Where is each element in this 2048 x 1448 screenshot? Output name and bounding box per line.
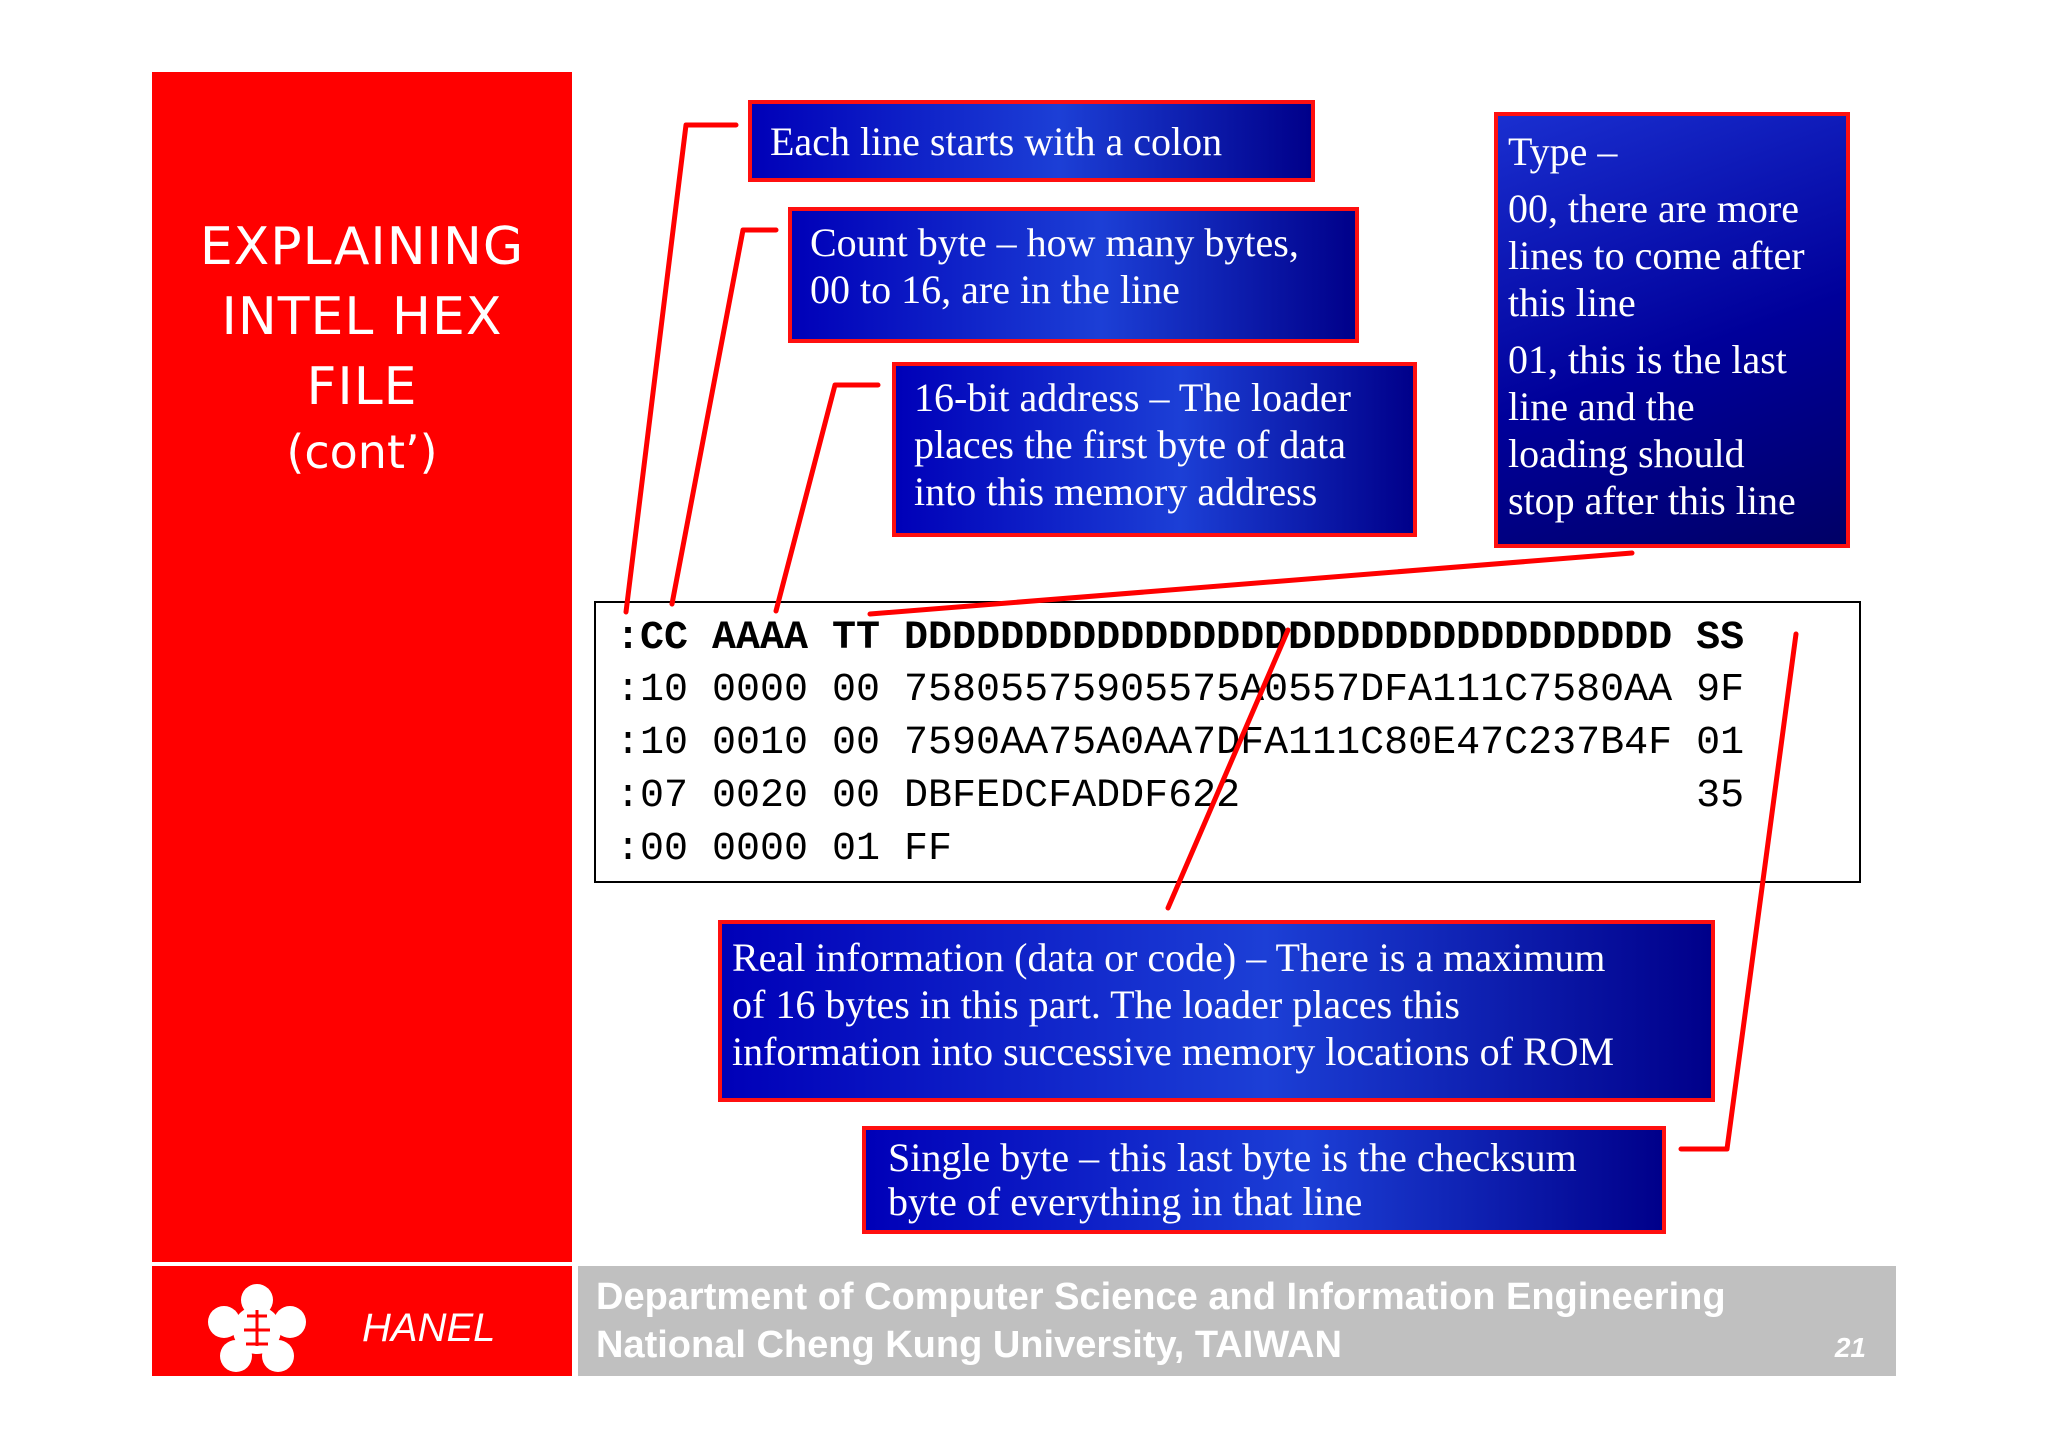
callout-type-heading: Type – xyxy=(1508,129,1618,174)
hex-record-row: :10 0010 00 7590AA75A0AA7DFA111C80E47C237B4F 01 xyxy=(616,721,1745,766)
leader-line-data xyxy=(1168,630,1288,908)
callout-type-line: 01, this is the last xyxy=(1508,337,1787,382)
callout-address-line: into this memory address xyxy=(914,469,1318,514)
footer-institution-panel xyxy=(578,1266,1896,1376)
department-name: Department of Computer Science and Information Engineering xyxy=(596,1276,1726,1318)
footer-author-panel xyxy=(152,1266,572,1376)
callout-count-line: Count byte – how many bytes, xyxy=(810,220,1299,265)
callout-type-line: line and the xyxy=(1508,384,1695,429)
callout-type-line: lines to come after xyxy=(1508,233,1805,278)
university-logo-icon xyxy=(202,1278,312,1378)
callout-checksum-line: byte of everything in that line xyxy=(888,1179,1363,1224)
hex-format-header: :CC AAAA TT DDDDDDDDDDDDDDDDDDDDDDDDDDDDDDDD SS xyxy=(616,616,1745,661)
callout-colon-line: Each line starts with a colon xyxy=(770,119,1223,164)
title-line-2: INTEL HEX xyxy=(221,287,503,347)
callout-type-line: stop after this line xyxy=(1508,478,1796,523)
leader-line-type xyxy=(870,553,1632,614)
page-number: 21 xyxy=(1834,1332,1866,1363)
leader-line-checksum xyxy=(1681,634,1796,1149)
callout-count-line: 00 to 16, are in the line xyxy=(810,267,1180,312)
title-line-1: EXPLAINING xyxy=(199,217,525,277)
leader-line-count xyxy=(672,230,776,604)
callout-type-line: this line xyxy=(1508,280,1636,325)
callout-address-line: places the first byte of data xyxy=(914,422,1347,467)
author-name: HANEL xyxy=(362,1306,496,1350)
callout-checksum-line: Single byte – this last byte is the checksum xyxy=(888,1135,1577,1180)
university-name: National Cheng Kung University, TAIWAN xyxy=(596,1324,1342,1366)
callout-data-line: of 16 bytes in this part. The loader places this xyxy=(732,982,1460,1027)
callout-data-line: Real information (data or code) – There is a maximum xyxy=(732,935,1606,980)
title-line-4: (cont’) xyxy=(286,425,438,479)
callout-type-line: 00, there are more xyxy=(1508,186,1799,231)
callout-data-line: information into successive memory locations of ROM xyxy=(732,1029,1615,1074)
callout-type-line: loading should xyxy=(1508,431,1745,476)
leader-line-colon xyxy=(626,125,736,612)
hex-record-row: :07 0020 00 DBFEDCFADDF622 35 xyxy=(616,774,1745,819)
leader-line-address xyxy=(776,385,878,611)
hex-record-row: :00 0000 01 FF xyxy=(616,827,953,872)
callout-address-line: 16-bit address – The loader xyxy=(914,375,1351,420)
hex-record-row: :10 0000 00 75805575905575A0557DFA111C7580AA 9F xyxy=(616,668,1745,713)
title-line-3: FILE xyxy=(306,357,418,417)
